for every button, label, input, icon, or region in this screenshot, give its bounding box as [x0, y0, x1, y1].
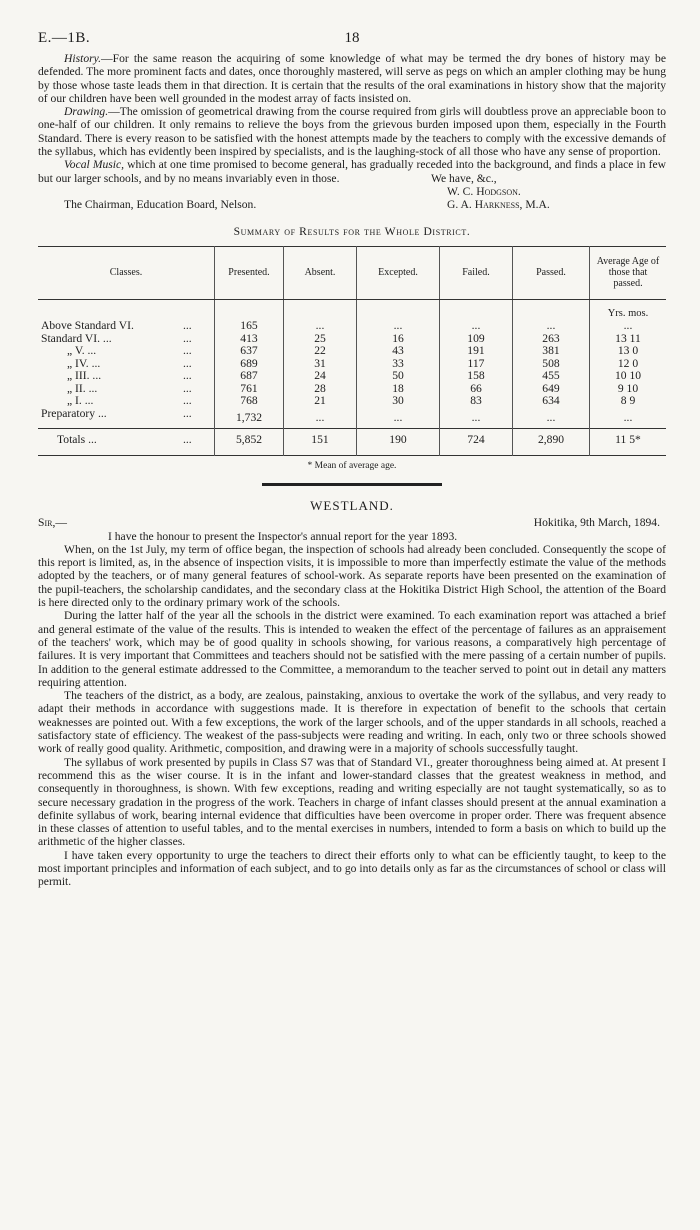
header-classes: Classes. — [38, 246, 215, 299]
westland-paragraph-3: During the latter half of the year all the schools in the district were examined. To each examination report was attached a brief and general estimate of the value of the results. This is intended to weaken the effect of the percentage of failures as an appraisement of the teachers' work, which may be of good quality in schools showing, for various reasons, a comparatively high percentage of failures. It is very important that Committees and teachers should not be satisfied with the mere passing of a certain number of pupils. In addition to the general estimate addressed to the Committee, a memorandum to the teacher served to point out in detail any matters requiring attention. — [38, 609, 666, 689]
closing-we-have: We have, &c., — [431, 171, 497, 185]
totals-row: Totals ... ... 5,852 151 190 724 2,890 11 5* — [38, 429, 666, 456]
place-date: Hokitika, 9th March, 1894. — [533, 515, 660, 529]
header-failed: Failed. — [440, 246, 513, 299]
drawing-title: Drawing. — [64, 105, 109, 119]
westland-paragraph-2: When, on the 1st July, my term of office began, the inspection of schools had already been concluded. Consequently the scope of this report is limited, as, in the absence of inspection visits, it is impossible to more than imperfectly estimate the value of the methods adopted by the teachers, or of many general features of school-work. As separate reports have been presented on the examination of the pupil-teachers, the scholarship candidates, and the secondary class at the Hokitika District High School, the attention of the Board is here directed only to the ordinary primary work of the schools. — [38, 542, 666, 610]
closing-signatory-row-2 — [38, 198, 666, 211]
table-footnote: * Mean of average age. — [307, 460, 397, 471]
table-row: „ V. ... ... 637 22 43 191 381 13 0 — [38, 345, 666, 358]
summary-table-header — [38, 246, 666, 299]
running-head — [38, 30, 666, 52]
header-absent: Absent. — [284, 246, 357, 299]
header-passed: Passed. — [513, 246, 590, 299]
summary-table — [38, 246, 666, 456]
signatory-harkness: G. A. Harkness, M.A. — [447, 198, 550, 212]
summary-table-caption: Summary of Results for the Whole District. — [233, 224, 471, 238]
drawing-body: —The omission of geometrical drawing from the course required from girls will doubtless prove an appreciable boon to one-half of our children. It only remains to relieve the boys from the grievous burden imposed upon them, especially in the Fourth Standard. There is every reason to be satisfied with the honest attempts made by the teachers to comply with the excessive demands of the syllabus, which has evidently been inspired by specialists, and is the laughing-stock of all those who have any sense of proportion. — [38, 105, 666, 159]
westland-title: WESTLAND. — [310, 497, 394, 513]
history-title: History. — [64, 52, 102, 65]
table-row: „ III. ... ... 687 24 50 158 455 10 10 — [38, 370, 666, 383]
addressee: The Chairman, Education Board, Nelson. — [64, 198, 257, 212]
signatory-hodgson: W. C. Hodgson. — [447, 184, 521, 198]
drawing-paragraph — [38, 105, 666, 158]
table-row: „ IV. ... ... 689 31 33 117 508 12 0 — [38, 358, 666, 371]
header-average-age: Average Age of those that passed. — [590, 246, 667, 299]
closing-signatory-row-1 — [38, 185, 666, 198]
section-divider — [262, 483, 442, 486]
westland-paragraph-1: I have the honour to present the Inspector's annual report for the year 1893. — [108, 529, 458, 543]
table-row: „ I. ... ... 768 21 30 83 634 8 9 — [38, 395, 666, 408]
salutation: Sir,— — [38, 515, 67, 529]
salutation-row — [38, 516, 666, 530]
table-row: Preparatory ... ... 1,732 ... ... ... ... ... — [38, 408, 666, 429]
page-number: 18 — [344, 30, 360, 46]
table-row: Above Standard VI. ... 165 ... ... ... ... ... — [38, 320, 666, 333]
header-excepted: Excepted. — [357, 246, 440, 299]
header-presented: Presented. — [215, 246, 284, 299]
vocal-music-title: Vocal Music, — [64, 158, 125, 172]
westland-paragraph-5: The syllabus of work presented by pupils in Class S7 was that of Standard VI., greater thoroughness being aimed at. At present I recommend this as the wiser course. It is in the infant and lower-standard classes that the greatest weakness in method, and consequently in thoroughness, is shown. With few exceptions, reading and writing especially are not taught systematically, so as to secure necessary gradation in the progress of the work. Teachers in charge of infant classes should present at the annual examination a definite syllabus of work, bearing internal evidence that difficulties have been overcome in proper order. There was frequent absence in these classes of attention to useful tables, and to the mental exercises in numbers, intended to form a basis on which to build up the arithmetic of the higher classes. — [38, 755, 666, 849]
table-row: Standard VI. ... ... 413 25 16 109 263 13 11 — [38, 333, 666, 346]
history-body: —For the same reason the acquiring of some knowledge of what may be termed the dry bones of history may be defended. The more prominent facts and dates, once thoroughly mastered, will serve as pegs on which an ampler clothing may be hung by those whose taste leads them in that direction. It is certain that the results of the oral examinations in history show that the majority of our children have been well grounded in the modest array of facts insisted on. — [38, 52, 666, 105]
history-paragraph — [38, 52, 666, 105]
report-reference: E.—1B. — [38, 30, 91, 46]
age-units: Yrs. mos. — [590, 308, 667, 321]
westland-paragraph-4: The teachers of the district, as a body, are zealous, painstaking, anxious to overtake the work of the syllabus, and very ready to adapt their methods in accordance with suggestions made. It is therefore in expectation of benefit to the schools that certain weaknesses are pointed out. With a few exceptions, the work of the larger schools, and of the upper standards in all schools, reached a satisfactory state of efficiency. The weakest of the pass-subjects were reading and writing. In each, only two or three schools showed work of really good quality. Arithmetic, composition, and drawing were in a majority of schools successfully taught. — [38, 689, 666, 756]
vocal-music-body: which at one time promised to become general, has gradually receded into the background, and finds a place in few but our larger schools, and by no means invariably even in those. — [38, 158, 666, 185]
westland-paragraph-6: I have taken every opportunity to urge the teachers to direct their efforts only to what can be efficiently taught, to keep to the most important principles and information of each subject, and to go into details only as far as the circumstances of school or class will permit. — [38, 848, 666, 889]
table-row: „ II. ... ... 761 28 18 66 649 9 10 — [38, 383, 666, 396]
